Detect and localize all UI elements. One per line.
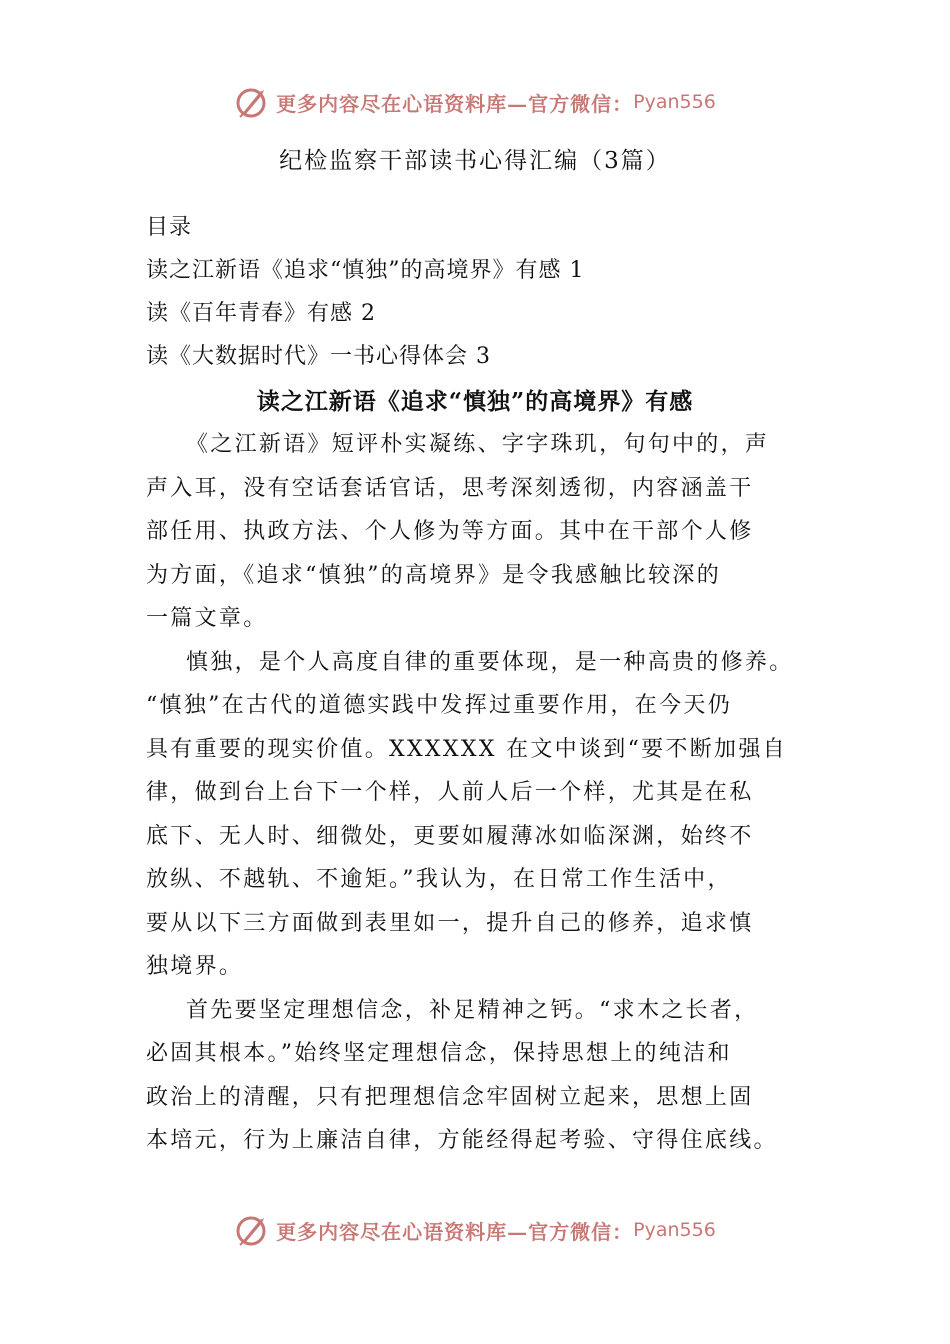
body-line: 首先要坚定理想信念，补足精神之钙。“求木之长者， [186, 997, 759, 1023]
banner-text: 更多内容尽在心语资料库—官方微信： [276, 1219, 634, 1244]
quill-pen-logo-icon [234, 1212, 270, 1248]
body-line: 底下、无人时、细微处，更要如履薄冰如临深渊，始终不 [146, 823, 754, 849]
banner-wechat-id: Pyan556 [633, 91, 716, 113]
body-line: 要从以下三方面做到表里如一，提升自己的修养，追求慎 [146, 910, 754, 936]
body-line: 必固其根本。”始终坚定理想信念，保持思想上的纯洁和 [146, 1041, 732, 1066]
table-of-contents [146, 206, 846, 378]
banner-wechat-id: Pyan556 [633, 1219, 716, 1241]
body-line: 律，做到台上台下一个样，人前人后一个样，尤其是在私 [146, 780, 754, 805]
body-line: 独境界。 [146, 954, 244, 979]
toc-item[interactable]: 读《百年青春》有感 2 [146, 301, 376, 326]
toc-heading: 目录 [146, 215, 193, 240]
body-line: 本培元，行为上廉洁自律，方能经得起考验、守得住底线。 [146, 1128, 778, 1153]
body-line: 一篇文章。 [146, 606, 268, 631]
body-line: 为方面，《追求“慎独”的高境界》是令我感触比较深的 [146, 562, 721, 588]
toc-item[interactable]: 读《大数据时代》一书心得体会 3 [146, 344, 491, 369]
banner-text: 更多内容尽在心语资料库—官方微信： [276, 91, 634, 116]
body-line: 《之江新语》短评朴实凝练、字字珠玑，句句中的，声 [186, 432, 770, 457]
body-line: 具有重要的现实价值。XXXXXX 在文中谈到“要不断加强自 [146, 736, 787, 762]
body-line: 部任用、执政方法、个人修为等方面。其中在干部个人修 [146, 519, 754, 544]
body-line: 政治上的清醒，只有把理想信念牢固树立起来，思想上固 [146, 1084, 754, 1110]
body-line: 放纵、不越轨、不逾矩。”我认为，在日常工作生活中， [146, 867, 732, 892]
header-watermark-banner [0, 80, 950, 124]
quill-pen-logo-icon [234, 84, 270, 120]
body-line: “慎独”在古代的道德实践中发挥过重要作用，在今天仍 [146, 693, 732, 718]
document-title: 纪检监察干部读书心得汇编（3篇） [279, 148, 671, 174]
body-line: 慎独，是个人高度自律的重要体现，是一种高贵的修养。 [186, 649, 794, 675]
footer-watermark-banner [0, 1208, 950, 1252]
toc-item[interactable]: 读之江新语《追求“慎独”的高境界》有感 1 [146, 258, 585, 283]
article-body [146, 423, 826, 1163]
article-title: 读之江新语《追求“慎独”的高境界》有感 [256, 388, 694, 415]
body-line: 声入耳，没有空话套话官话，思考深刻透彻，内容涵盖干 [146, 475, 754, 501]
